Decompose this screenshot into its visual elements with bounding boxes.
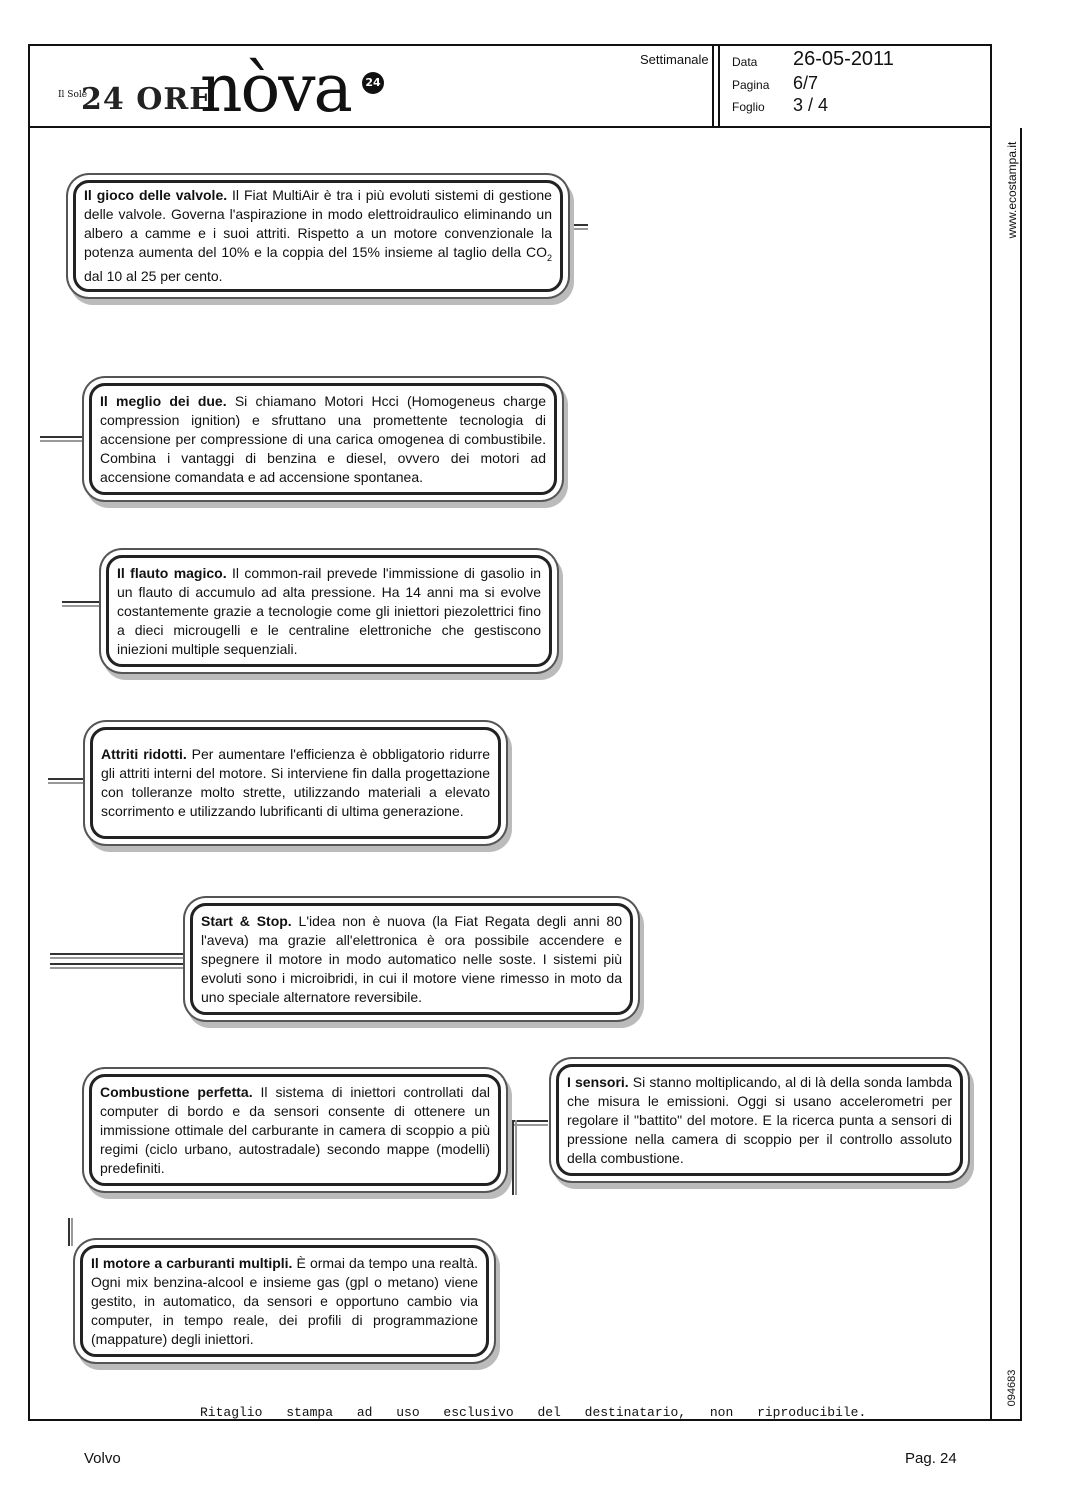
article-box-common-rail (106, 555, 552, 667)
box-title: Il gioco delle valvole. (84, 186, 228, 203)
box-text (101, 745, 490, 821)
box-title: Il motore a carburanti multipli. (91, 1254, 293, 1271)
magazine-logo: nòva (200, 50, 351, 127)
box-title: Combustione perfetta. (100, 1083, 253, 1100)
date-value: 26-05-2011 (793, 48, 894, 70)
side-url: www.ecostampa.it (1005, 141, 1019, 239)
connector-line (560, 224, 588, 230)
box-title: Attriti ridotti. (101, 746, 187, 762)
header-divider (718, 44, 720, 128)
magazine-badge: 24 (362, 72, 384, 94)
page-number: Pag. 24 (905, 1450, 957, 1467)
box-body: Si chiamano Motori Hcci (Homogeneus charge compression ignition) e sfruttano una promettente tecnologia di accensione per compressione di una carica omogenea di combustibile. Combina i vantaggi di benzina e diesel, ovvero dei motori ad accensione comandata e ad accensione spontanea. (100, 392, 546, 485)
article-box-valvole (73, 180, 563, 292)
box-body: Il sistema di iniettori controllati dal computer di bordo e da sensori consente di ottenere un immissione ottimale del carburante in camera di scoppio a più regimi (ciclo urbano, autostradale) secondo mappe (modelli) predefiniti. (100, 1083, 490, 1176)
box-body: Il common-rail prevede l'immissione di gasolio in un flauto di accumulo ad alta pressione. Ha 14 anni ma si evolve costantemente grazie a tecnologie come gli iniettori piezolettrici fino a dieci microugelli e le centraline elettroniche che gestiscono iniezioni multiple sequenziali. (117, 564, 541, 657)
box-title: Il flauto magico. (117, 564, 227, 581)
date-label: Data (732, 55, 758, 69)
article-box-combustione (89, 1074, 501, 1186)
page-value: 6/7 (793, 73, 819, 93)
box-body: Si stanno moltiplicando, al di là della sonda lambda che misura le emissioni. Oggi si usano accelerometri per regolare il "battito" del motore. E la ricerca punta a sensori di pressione nella camera di scoppio per il controllo assoluto della combustione. (567, 1073, 953, 1166)
box-text (84, 186, 552, 287)
page-label: Pagina (732, 78, 770, 92)
article-box-start-stop (190, 903, 633, 1015)
box-body: L'idea non è nuova (la Fiat Regata degli anni 80 l'aveva) ma grazie all'elettronica è ora possibile accendere e spegnere il motore in modo automatico nelle soste. I sistemi più evoluti sono i microibridi, in cui il motore viene rimesso in moto da uno speciale alternatore reversibile. (201, 912, 622, 1005)
box-text (567, 1073, 952, 1168)
box-subscript: 2 (546, 252, 552, 263)
sheet-label: Foglio (732, 100, 765, 114)
article-box-hcci (89, 383, 557, 495)
header-divider (712, 44, 714, 128)
article-box-sensori (556, 1064, 963, 1176)
article-box-attriti (90, 727, 501, 839)
frequency-label: Settimanale (640, 52, 709, 67)
box-body: Il Fiat MultiAir è tra i più evoluti sistemi di gestione delle valvole. Governa l'aspirazione in modo elettroidraulico eliminando un albero a camme e i suoi attriti. Rispetto a un motore convenzionale la potenza aumenta del 10% e la coppia del 15% insieme al taglio della CO (84, 186, 552, 260)
side-code: 094683 (1006, 1369, 1018, 1407)
box-body: È ormai da tempo una realtà. Ogni mix benzina-alcool e insieme gas (gpl o metano) viene gestito, in automatico, da sensori e opportuno cambio via computer, in tempo reale, dei profili di programmazione (mappature) degli iniettori. (91, 1254, 479, 1347)
connector-line (40, 436, 85, 442)
box-text (100, 1083, 490, 1178)
side-strip (992, 128, 1022, 1421)
connector-line (48, 778, 86, 784)
article-box-carburanti-multipli (80, 1245, 489, 1357)
connector-line (50, 953, 185, 959)
logo-small-text: Il Sole (58, 90, 88, 100)
connector-line (512, 1120, 517, 1195)
box-text (91, 1254, 478, 1349)
connector-line (62, 601, 102, 607)
connector-line (68, 1218, 73, 1246)
box-title: Start & Stop. (201, 912, 292, 929)
sheet-value: 3 / 4 (793, 95, 829, 115)
copyright-note: Ritaglio stampa ad uso esclusivo del destinatario, non riproducibile. (200, 1405, 867, 1420)
connector-line (50, 963, 185, 969)
newspaper-logo: 24 ORE (81, 82, 214, 117)
box-title: I sensori. (567, 1073, 629, 1090)
client-name: Volvo (84, 1450, 121, 1467)
box-body: dal 10 al 25 per cento. (84, 268, 223, 285)
box-title: Il meglio dei due. (100, 392, 227, 409)
box-body: Per aumentare l'efficienza è obbligatorio ridurre gli attriti interni del motore. Si interviene fin dalla progettazione con tolleranze molto strette, utilizzando materiali a elevato scorrimento e utilizzando lubrificanti di ultima generazione. (101, 746, 490, 819)
box-text (117, 564, 541, 659)
box-text (201, 912, 622, 1007)
box-text (100, 392, 546, 487)
